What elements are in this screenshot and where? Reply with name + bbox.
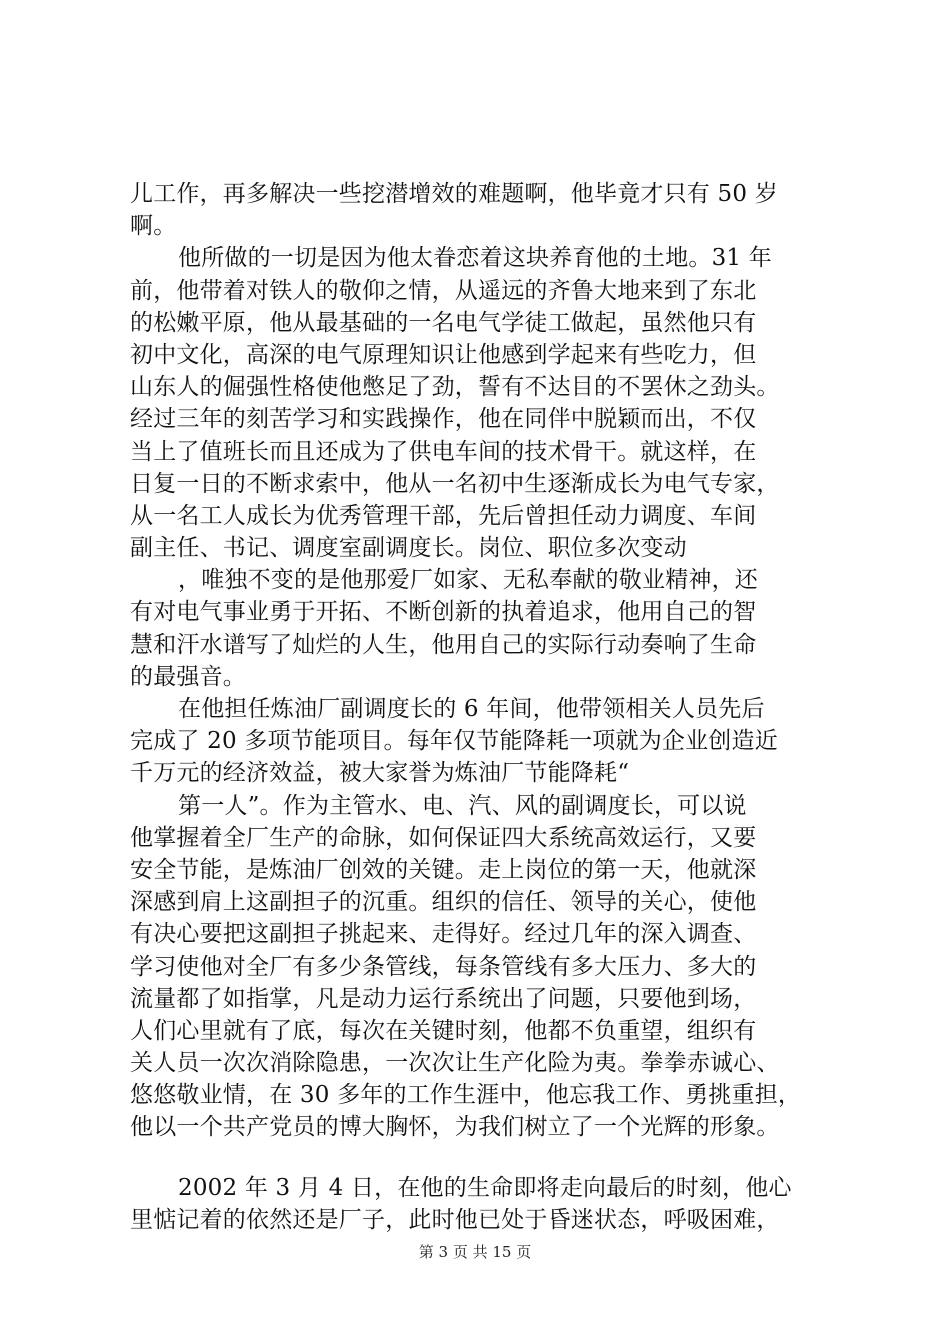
text-line: 副主任、书记、调度室副调度长。岗位、职位多次变动 xyxy=(130,535,687,562)
page-footer: 第 3 页 共 15 页 xyxy=(418,1243,532,1261)
text-line: 千万元的经济效益，被大家誉为炼油厂节能降耗“ xyxy=(130,760,630,787)
body-text xyxy=(130,178,850,1236)
text-line: 慧和汗水谱写了灿烂的人生，他用自己的实际行动奏响了生命 xyxy=(130,631,757,658)
text-line: 儿工作，再多解决一些挖潜增效的难题啊，他毕竟才只有 50 岁 xyxy=(130,181,778,207)
text-line: 安全节能，是炼油厂创效的关键。走上岗位的第一天，他就深 xyxy=(130,856,757,883)
paragraph-gap xyxy=(130,1144,850,1172)
text-line: 深感到肩上这副担子的沉重。组织的信任、领导的关心，使他 xyxy=(130,889,757,916)
text-line: 里惦记着的依然还是厂子，此时他已处于昏迷状态，呼吸困难， xyxy=(130,1206,780,1233)
text-line: 关人员一次次消除隐患，一次次让生产化险为夷。拳拳赤诚心、 xyxy=(130,1050,780,1077)
text-line: 第一人”。作为主管水、电、汽、风的副调度长，可以说 xyxy=(178,792,747,819)
text-line: 学习使他对全厂有多少条管线，每条管线有多大压力、多大的 xyxy=(130,953,757,980)
text-line: 前，他带着对铁人的敬仰之情，从遥远的齐鲁大地来到了东北 xyxy=(130,277,757,304)
text-line: 山东人的倔强性格使他憋足了劲，誓有不达目的不罢休之劲头。 xyxy=(130,374,780,401)
text-line: 在他担任炼油厂副调度长的 6 年间，他带领相关人员先后 xyxy=(178,696,765,722)
text-line: 人们心里就有了底，每次在关键时刻，他都不负重望，组织有 xyxy=(130,1017,757,1044)
text-line: 他以一个共产党员的博大胸怀，为我们树立了一个光辉的形象。 xyxy=(130,1114,780,1141)
text-line: 他掌握着全厂生产的命脉，如何保证四大系统高效运行，又要 xyxy=(130,824,757,851)
text-line: 啊。 xyxy=(130,213,177,240)
text-line: 的松嫩平原，他从最基础的一名电气学徒工做起，虽然他只有 xyxy=(130,309,757,336)
text-line: 悠悠敬业情，在 30 多年的工作生涯中，他忘我工作、勇挑重担， xyxy=(130,1082,802,1109)
text-line: 经过三年的刻苦学习和实践操作，他在同伴中脱颖而出，不仅 xyxy=(130,406,757,433)
text-line: 日复一日的不断求索中，他从一名初中生逐渐成长为电气专家， xyxy=(130,470,780,497)
text-line: 初中文化，高深的电气原理知识让他感到学起来有些吃力，但 xyxy=(130,341,757,368)
text-line: 的最强音。 xyxy=(130,663,246,690)
text-line: 完成了 20 多项节能项目。每年仅节能降耗一项就为企业创造近 xyxy=(130,728,778,755)
text-line: 有对电气事业勇于开拓、不断创新的执着追求，他用自己的智 xyxy=(130,599,757,626)
text-line: 他所做的一切是因为他太眷恋着这块养育他的土地。31 年 xyxy=(178,245,772,272)
text-line: 当上了值班长而且还成为了供电车间的技术骨干。就这样，在 xyxy=(130,438,757,465)
text-line: ，唯独不变的是他那爱厂如家、无私奉献的敬业精神，还 xyxy=(178,567,758,594)
text-line: 有决心要把这副担子挑起来、走得好。经过几年的深入调查、 xyxy=(130,921,757,948)
text-line: 从一名工人成长为优秀管理干部，先后曾担任动力调度、车间 xyxy=(130,502,757,529)
text-line: 流量都了如指掌，凡是动力运行系统出了问题，只要他到场， xyxy=(130,985,757,1012)
text-line: 2002 年 3 月 4 日，在他的生命即将走向最后的时刻，他心 xyxy=(178,1174,792,1201)
